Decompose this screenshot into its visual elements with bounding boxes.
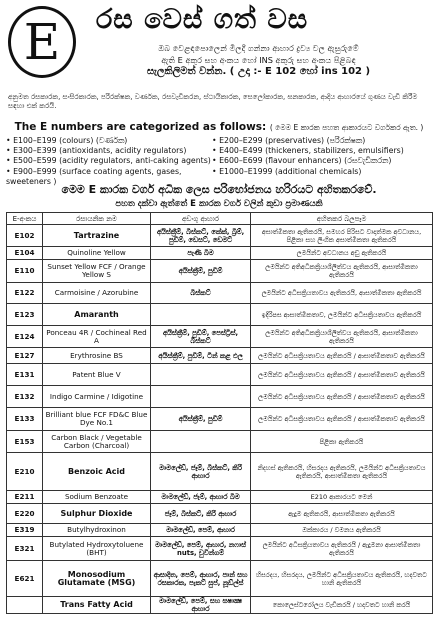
- table-row: [7, 491, 433, 504]
- cell-foods: අයිස්ක්‍රීම්, පුඩිම්, පෙස්ට්‍රීස්, බිස්කට්: [151, 326, 251, 348]
- table-row: [7, 348, 433, 364]
- table-header-row: [7, 213, 433, 225]
- cell-code: E210: [7, 453, 43, 491]
- cell-foods: [151, 431, 251, 453]
- category-item: • E400–E499 (thickeners, stabilizers, emulsifiers): [212, 146, 404, 156]
- heading-sinhala: ( මෙම E කාරක පහත ආකාරයට වර්ගකර ඇත. ): [269, 123, 424, 132]
- cell-code: E127: [7, 348, 43, 364]
- table-row: [7, 597, 433, 614]
- cell-code: E102: [7, 225, 43, 247]
- cell-effects: අසාත්මිකතා ඇතිකරයි, සමහර පිරිසට වාදාත්මක අවධානය, පිළිකා සහ ලිංගික අසාත්මිකතා ඇතිකරයි: [251, 225, 433, 247]
- cell-effects: E210 ආකාරයට මෙන්: [251, 491, 433, 504]
- cell-name: Indigo Carmine / Idigotine: [43, 386, 151, 408]
- table-row: [7, 304, 433, 326]
- page-title: රස වෙස් ගත් වස: [96, 4, 309, 35]
- cell-effects: කොලෙස්ටරෝලය වැඩිකරයි / හදවතට හානි කරයි: [251, 597, 433, 614]
- cell-code: E123: [7, 304, 43, 326]
- cell-foods: මාමලේඩ්, පෙම්, සහ ඝෂාක්‍ෂ ආහාර: [151, 597, 251, 614]
- cell-code: E621: [7, 561, 43, 597]
- cell-name: Benzoic Acid: [43, 453, 151, 491]
- cell-effects: ලමයින්ට අධිසක්‍රියතාවය ඇතිකරයි / ආසාත්මිකතාව ඇතිකරයි: [251, 386, 433, 408]
- cell-code: E319: [7, 524, 43, 537]
- cell-name: Tartrazine: [43, 225, 151, 247]
- cell-foods: අයිස්ක්‍රීම්, පුඩිම්: [151, 408, 251, 431]
- table-row: [7, 386, 433, 408]
- cell-code: E131: [7, 364, 43, 386]
- table-row: [7, 504, 433, 524]
- table-row: [7, 260, 433, 283]
- cell-name: Erythrosine BS: [43, 348, 151, 364]
- categories-heading: [0, 121, 438, 133]
- cell-code: [7, 597, 43, 614]
- cell-name: Butylated Hydroxytoluene (BHT): [43, 537, 151, 561]
- table-row: [7, 537, 433, 561]
- cell-effects: නිදහස් ඇතිකරයි, හිසරදය ඇතිකරයි, ලමයින්ට අධිසක්‍රියතාවය ඇතිකරයි, ආසාත්මිකතා ඇතිකරයි: [251, 453, 433, 491]
- table-row: [7, 283, 433, 304]
- logo-letter: E: [23, 13, 61, 71]
- cell-effects: ලමයින්ට අධිසක්‍රියතාවය ඇතිකරයි / ඇදුමනා ආසාත්මිකතා ඇතිකරයි: [251, 537, 433, 561]
- e-logo: [8, 6, 76, 78]
- cell-name: Ponceau 4R / Cochineal Red A: [43, 326, 151, 348]
- cell-effects: පිළිකා ඇතිකරයි: [251, 431, 433, 453]
- cell-name: Quinoline Yellow: [43, 247, 151, 260]
- header-chemical-name: රසායනික නම: [43, 213, 151, 225]
- category-item: • E200–E299 (preservatives) (පරිරක්ෂක): [212, 136, 366, 145]
- header-effects: අහිතකර බලපෑම: [251, 213, 433, 225]
- cell-name: Trans Fatty Acid: [43, 597, 151, 614]
- cell-name: Monosodium Glutamate (MSG): [43, 561, 151, 597]
- cell-code: E153: [7, 431, 43, 453]
- cell-name: Carbon Black / Vegetable Carbon (Charcoal): [43, 431, 151, 453]
- cell-foods: ආසාදිත, පෙම්, ආහාර, පාන් සහ රසකාරක, පැකට් සුප්, නූඩ්ල්ස්: [151, 561, 251, 597]
- heading-english: The E numbers are categorized as follows:: [14, 121, 267, 133]
- cell-foods: අයිස්ක්‍රීම්, පුඩිම්, ටින් කළ ඵල: [151, 348, 251, 364]
- table-row: [7, 524, 433, 537]
- table-row: [7, 561, 433, 597]
- header-foods: අඩංගු ආහාර: [151, 213, 251, 225]
- category-item: • E900–E999 (surface coating agents, gases, sweeteners ): [6, 166, 182, 186]
- cell-effects: ලමයින්ට අධිසක්‍රියතාවය ඇතිකරයි / ආසාත්මිකතාව ඇතිකරයි: [251, 364, 433, 386]
- cell-code: E132: [7, 386, 43, 408]
- warning-highlight: මෙම E කාරක වර්ග අධික ලෙස පරිභෝජනය හරිරයට අහිතකරවේ.: [61, 183, 377, 196]
- cell-foods: මාමලේඩ්, ජෑම්, ආහාර බීම: [151, 491, 251, 504]
- cell-foods: පැණි බීම: [151, 247, 251, 260]
- categories-left: [6, 136, 211, 187]
- cell-foods: [151, 364, 251, 386]
- cell-foods: [151, 304, 251, 326]
- table-row: [7, 247, 433, 260]
- cell-name: Patent Blue V: [43, 364, 151, 386]
- intro-text: [86, 42, 431, 78]
- table-row: [7, 225, 433, 247]
- cell-effects: ලමයින්ට අතිඅධිකක්‍රියාශීලිත්වය ඇතිකරයි, ආසාත්මිකතා ඇතිකරයි: [251, 326, 433, 348]
- cell-code: E104: [7, 247, 43, 260]
- cell-effects: හිසරදය, හිසරදය, ලමයින්ට අධිසක්‍රියතාවය ඇතිකරයි, හදවතට හානි ඇතිකරයි: [251, 561, 433, 597]
- intro-line-2: ඇති E අකුර සහ අංකය හෝ INS අකුරු සහ අංකය පිළිබඳ: [161, 55, 356, 65]
- categories-right: [212, 136, 434, 177]
- cell-code: E124: [7, 326, 43, 348]
- cell-code: E133: [7, 408, 43, 431]
- cell-code: E122: [7, 283, 43, 304]
- cell-name: Sunset Yellow FCF / Orange Yellow S: [43, 260, 151, 283]
- cell-effects: ලමයින්ට අධිසක්‍රියතාවය ඇතිකරයි / ආසාත්මිකතාව ඇතිකරයි: [251, 408, 433, 431]
- e-number-table: [6, 212, 433, 614]
- cell-name: Sulphur Dioxide: [43, 504, 151, 524]
- cell-foods: මාමලේඩ්, පෙම්, ආහාර: [151, 524, 251, 537]
- category-item: • E500–E599 (acidity regulators, anti-caking agents): [6, 156, 211, 166]
- cell-code: E211: [7, 491, 43, 504]
- cell-name: Sodium Benzoate: [43, 491, 151, 504]
- intro-line-1: ඔබ වෙළඳපොලෙන් මිලදී ගන්නා ආහාර ද්‍රව්‍ය වල ඇසුරුමේ: [158, 43, 359, 53]
- cell-foods: අයිස්ක්‍රීම්, පුඩිම්: [151, 260, 251, 283]
- table-row: [7, 364, 433, 386]
- cell-foods: [151, 386, 251, 408]
- cell-name: Butylhydroxinon: [43, 524, 151, 537]
- header-code: E-අංකය: [7, 213, 43, 225]
- cell-effects: ඉදිරිපස ආසාත්මිකතාව, ලමයින්ට අධිසක්‍රියතාවය ඇතිකරයි: [251, 304, 433, 326]
- cell-effects: ලමයින්ට අධිසක්‍රියතාවය ඇතිකරයි, ආසාත්මිකතා ඇතිකරයි: [251, 283, 433, 304]
- table-subheading: පහත දක්වා ඇත්තේ E කාරක වර්ග වලින් කුඩා ප්‍රමාණයකි: [115, 199, 323, 209]
- category-item: • E600–E699 (flavour enhancers) (රසවැඩිකරන): [212, 156, 392, 166]
- cell-code: E110: [7, 260, 43, 283]
- cell-foods: මාමලේඩ්, ජෑම්, බිස්කට්, කිරි ආහාර: [151, 453, 251, 491]
- cell-code: E321: [7, 537, 43, 561]
- intro-line-3: සැලකිලිමත් වන්න. ( උදා :- E 102 හෝ ins 102 ): [146, 66, 371, 77]
- cell-foods: අයිස්ක්‍රීම්, බිස්කට්, කේක්, බ්‍රීම්, පුඩිම්, ඩෙසට්, ඩෙමට්: [151, 225, 251, 247]
- category-item: • E300–E399 (antioxidants, acidity regulators): [6, 146, 187, 156]
- cell-effects: ලමයින්ට අතිඅධිකක්‍රියාශීලිත්වය ඇතිකරයි, ආසාත්මිකතා ඇතිකරයි: [251, 260, 433, 283]
- cell-foods: මාමලේඩ්, පෙම්, ආහාර, නෆාස් nuts, චුවින්ගම්: [151, 537, 251, 561]
- category-item: • E100–E199 (colours) (වර්ණක): [6, 136, 128, 145]
- category-item: • E1000–E1999 (additional chemicals): [212, 166, 362, 176]
- cell-code: E220: [7, 504, 43, 524]
- categories-sinhala: අනුමත රසකාරක, සංසිරකාරක, පරිරක්ෂක, වර්ණක, රසවැඩිකරන, ස්ථායීකාරක, සෙලෝකාරක, ඝනකාරක, ආදිය ආහාරයේ ගුණය වැඩි කිරීම සඳහා එක් කරයි.: [8, 93, 418, 110]
- cell-effects: ඔක්කාරය / වමනය ඇතිකරයි: [251, 524, 433, 537]
- cell-effects: ඇදුම ඇතිකරයි, ආසාත්මිකතා ඇතිකරයි: [251, 504, 433, 524]
- cell-foods: බිස්කට්: [151, 283, 251, 304]
- cell-name: Brilliant blue FCF FD&C Blue Dye No.1: [43, 408, 151, 431]
- cell-name: Carmoisine / Azorubine: [43, 283, 151, 304]
- cell-foods: ජෑම්, බිස්කට්, කිරි ආහාර: [151, 504, 251, 524]
- cell-effects: ලමයින්ට අවධානය අඩු ඇතිකරයි: [251, 247, 433, 260]
- cell-effects: ලමයින්ට අධිසක්‍රියතාවය ඇතිකරයි / ආසාත්මිකතාව ඇතිකරයි: [251, 348, 433, 364]
- table-row: [7, 431, 433, 453]
- cell-name: Amaranth: [43, 304, 151, 326]
- table-row: [7, 326, 433, 348]
- table-row: [7, 453, 433, 491]
- table-row: [7, 408, 433, 431]
